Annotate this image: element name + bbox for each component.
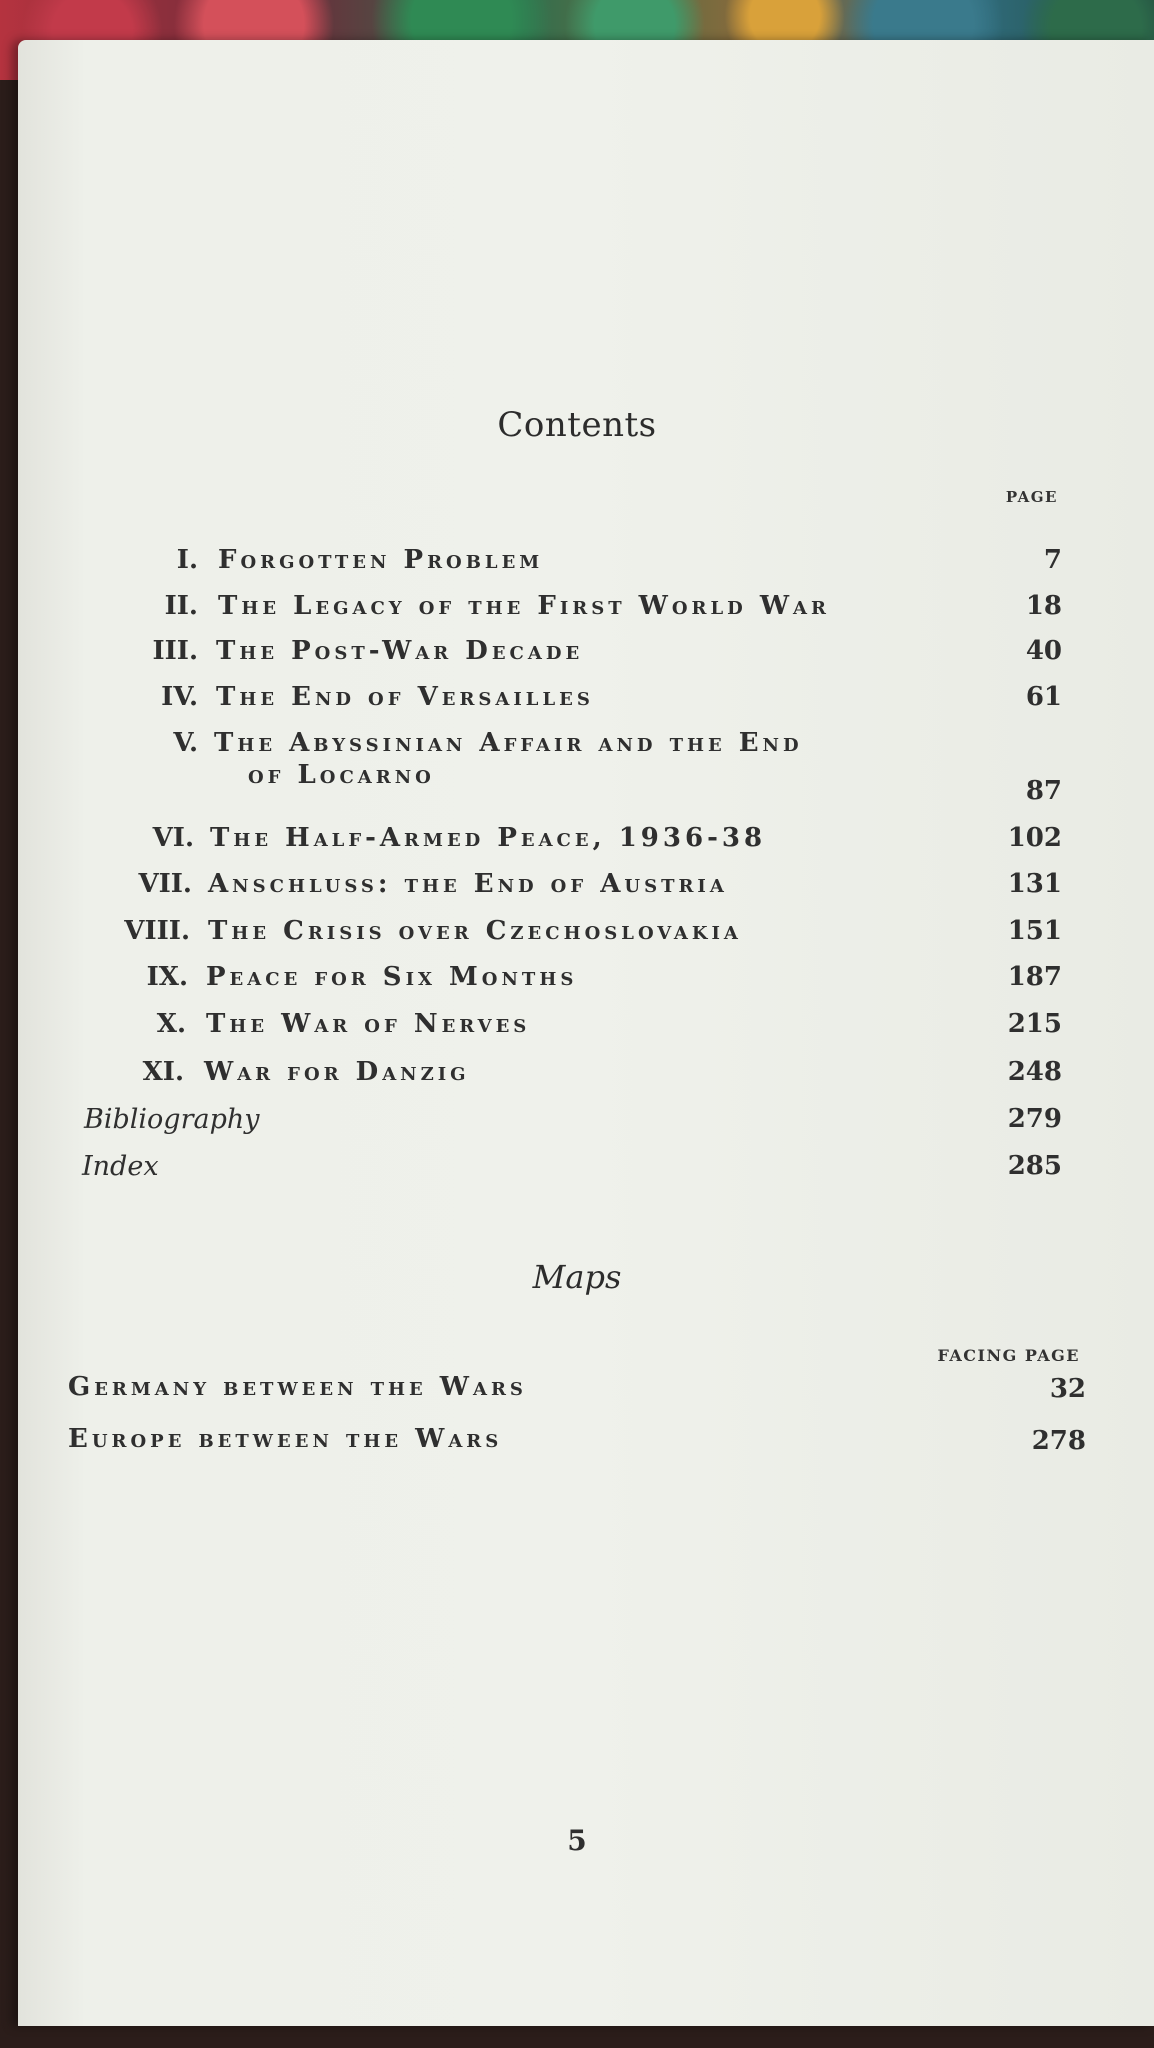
back-matter-title: Index <box>82 1151 159 1182</box>
chapter-page: 248 <box>1007 1057 1062 1087</box>
toc-entry <box>18 682 1154 716</box>
chapter-page: 18 <box>1025 591 1062 621</box>
toc-entry <box>18 728 1154 808</box>
chapter-page: 151 <box>1007 916 1062 946</box>
chapter-number: IX. <box>146 962 188 992</box>
chapter-title: Peace for Six Months <box>206 962 578 992</box>
toc-entry <box>18 916 1154 950</box>
chapter-title: The End of Versailles <box>216 682 594 712</box>
chapter-number: VIII. <box>124 916 190 946</box>
chapter-number: I. <box>176 545 198 575</box>
chapter-title: War for Danzig <box>204 1057 470 1087</box>
toc-entry <box>18 636 1154 670</box>
maps-heading: Maps <box>532 1258 622 1296</box>
chapter-page: 187 <box>1007 962 1062 992</box>
page-column-header: PAGE <box>1005 488 1058 506</box>
map-entry-title: Germany between the Wars <box>68 1372 527 1402</box>
facing-page-header: FACING PAGE <box>937 1346 1080 1365</box>
chapter-number: III. <box>152 636 198 666</box>
chapter-number: VI. <box>152 823 194 853</box>
contents-heading: Contents <box>497 405 657 445</box>
toc-entry-index <box>18 1151 1154 1185</box>
chapter-title: The Half-Armed Peace, 1936-38 <box>210 823 767 853</box>
chapter-page: 102 <box>1007 823 1062 853</box>
chapter-page: 87 <box>1025 776 1062 806</box>
back-matter-page: 285 <box>1007 1151 1062 1181</box>
chapter-number: VII. <box>138 869 192 899</box>
book-page <box>18 40 1154 2026</box>
map-entry-page: 278 <box>1031 1426 1086 1456</box>
chapter-title: The Crisis over Czechoslovakia <box>208 916 742 946</box>
chapter-title-continuation: of Locarno <box>248 760 435 790</box>
chapter-title: The War of Nerves <box>206 1009 531 1039</box>
chapter-title: Forgotten Problem <box>218 545 544 575</box>
chapter-title: The Abyssinian Affair and the End <box>214 728 803 758</box>
chapter-title: The Post-War Decade <box>216 636 584 666</box>
chapter-title: Anschluss: the End of Austria <box>208 869 728 899</box>
chapter-page: 61 <box>1025 682 1062 712</box>
toc-entry <box>18 823 1154 857</box>
toc-entry-bibliography <box>18 1104 1154 1138</box>
chapter-number: XI. <box>142 1057 184 1087</box>
toc-entry <box>18 1009 1154 1043</box>
toc-entry <box>18 1057 1154 1091</box>
chapter-number: IV. <box>161 682 198 712</box>
map-entry-page: 32 <box>1049 1374 1086 1404</box>
toc-entry <box>18 591 1154 625</box>
back-matter-title: Bibliography <box>84 1104 260 1135</box>
chapter-number: V. <box>173 728 198 758</box>
chapter-page: 215 <box>1007 1009 1062 1039</box>
page-number: 5 <box>567 1824 587 1857</box>
chapter-page: 131 <box>1007 869 1062 899</box>
toc-entry <box>18 962 1154 996</box>
toc-entry <box>18 869 1154 903</box>
back-matter-page: 279 <box>1007 1104 1062 1134</box>
chapter-page: 40 <box>1025 636 1062 666</box>
chapter-page: 7 <box>1043 545 1062 575</box>
chapter-number: II. <box>164 591 198 621</box>
map-entry-title: Europe between the Wars <box>68 1424 503 1454</box>
toc-entry <box>18 545 1154 579</box>
chapter-title: The Legacy of the First World War <box>218 591 830 621</box>
chapter-number: X. <box>156 1009 186 1039</box>
